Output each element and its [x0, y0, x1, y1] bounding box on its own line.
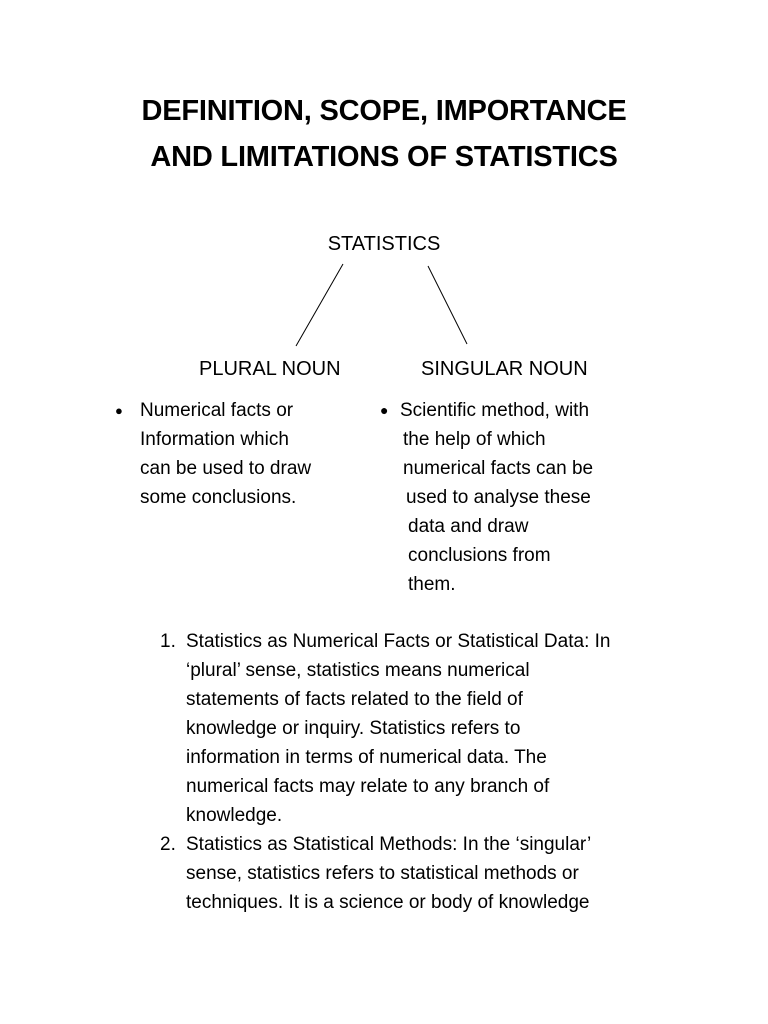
- list-item: [160, 627, 680, 830]
- singular-line: data and draw: [408, 516, 529, 537]
- list-item-line: knowledge or inquiry. Statistics refers to: [186, 718, 521, 739]
- list-item: [160, 830, 680, 917]
- list-item-line: knowledge.: [186, 805, 283, 826]
- plural-line: Numerical facts or: [140, 400, 294, 421]
- plural-line: Information which: [140, 429, 289, 450]
- bullet-icon: ●: [380, 402, 389, 418]
- singular-line: conclusions from: [408, 545, 551, 566]
- list-item-line: numerical facts may relate to any branch of: [186, 776, 550, 797]
- singular-line: Scientific method, with: [400, 400, 590, 421]
- diagram-root-label: STATISTICS: [327, 233, 441, 255]
- plural-line: can be used to draw: [140, 458, 312, 479]
- plural-noun-label: PLURAL NOUN: [199, 358, 341, 380]
- numbered-list: [160, 627, 680, 917]
- list-item-line: Statistics as Numerical Facts or Statistical Data: In: [186, 631, 611, 652]
- singular-noun-label: SINGULAR NOUN: [421, 358, 588, 380]
- connector-left: [296, 264, 343, 346]
- list-item-line: statements of facts related to the field of: [186, 689, 523, 710]
- title-line-1: DEFINITION, SCOPE, IMPORTANCE: [141, 95, 627, 127]
- list-item-line: Statistics as Statistical Methods: In the ‘singular’: [186, 834, 592, 855]
- title-line-2: AND LIMITATIONS OF STATISTICS: [150, 141, 618, 173]
- list-item-number: 2.: [160, 834, 176, 855]
- list-item-line: information in terms of numerical data. The: [186, 747, 547, 768]
- singular-line: used to analyse these: [406, 487, 591, 508]
- connector-right: [428, 266, 467, 344]
- singular-line: them.: [408, 574, 456, 595]
- list-item-line: ‘plural’ sense, statistics means numerical: [186, 660, 530, 681]
- singular-line: numerical facts can be: [403, 458, 594, 479]
- list-item-line: sense, statistics refers to statistical methods or: [186, 863, 579, 884]
- singular-line: the help of which: [403, 429, 546, 450]
- bullet-icon: ●: [115, 403, 123, 418]
- list-item-line: techniques. It is a science or body of knowledge: [186, 892, 590, 913]
- plural-line: some conclusions.: [140, 487, 297, 508]
- list-item-number: 1.: [160, 631, 176, 652]
